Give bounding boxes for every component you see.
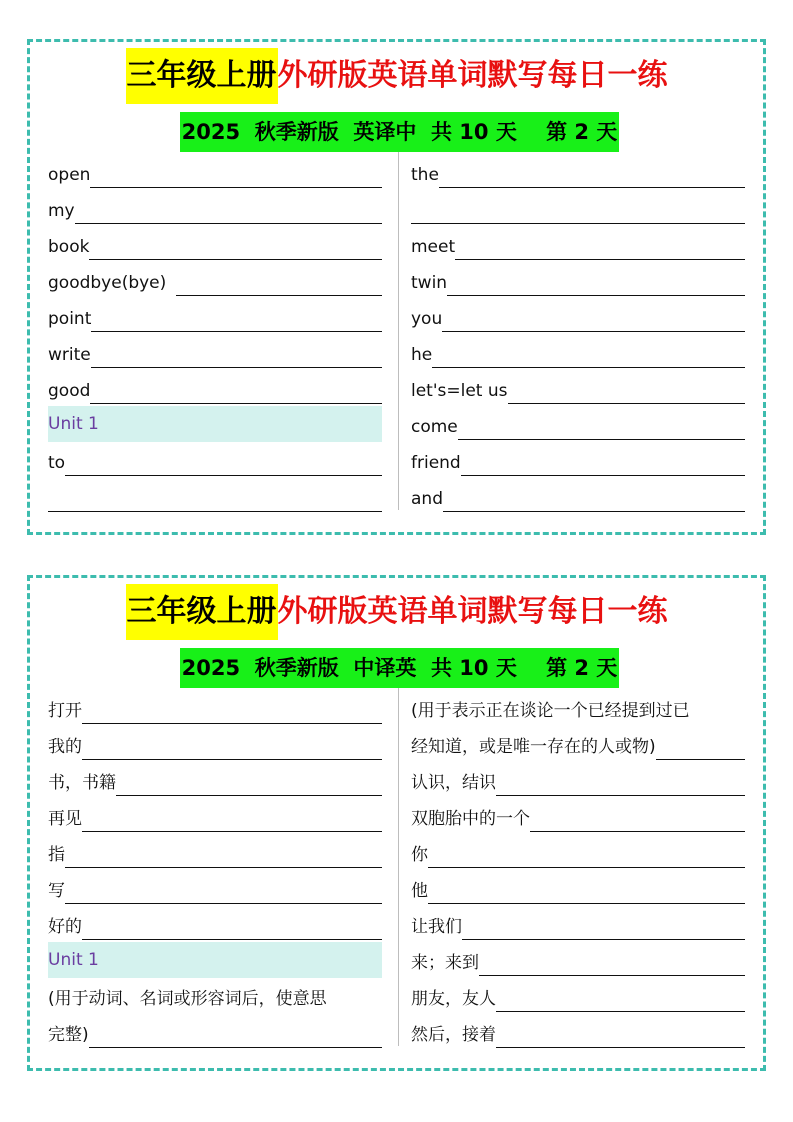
word-row — [48, 190, 382, 226]
word-label: 认识，结识 — [411, 773, 496, 793]
answer-line[interactable] — [428, 902, 745, 904]
word-row — [411, 834, 745, 870]
answer-line[interactable] — [90, 402, 382, 404]
answer-line[interactable] — [530, 830, 745, 832]
word-label: 打开 — [48, 701, 82, 721]
word-label: goodbye(bye) — [48, 273, 167, 293]
word-label: 再见 — [48, 809, 82, 829]
answer-line[interactable] — [82, 722, 382, 724]
word-row — [411, 226, 745, 262]
word-label: to — [48, 453, 66, 473]
answer-line[interactable] — [82, 830, 382, 832]
word-label: 双胞胎中的一个 — [411, 809, 530, 829]
word-label: and — [411, 489, 443, 509]
word-row — [411, 942, 745, 978]
answer-line[interactable] — [82, 938, 382, 940]
word-label: twin — [411, 273, 448, 293]
answer-line[interactable] — [411, 222, 745, 224]
answer-line[interactable] — [442, 330, 745, 332]
left-column — [48, 154, 382, 514]
word-label: 让我们 — [411, 917, 462, 937]
answer-line[interactable] — [479, 974, 745, 976]
answer-line[interactable] — [91, 366, 382, 368]
word-label: meet — [411, 237, 456, 257]
word-row — [48, 370, 382, 406]
word-row — [48, 798, 382, 834]
answer-line[interactable] — [75, 222, 382, 224]
answer-line[interactable] — [508, 402, 745, 404]
word-row — [411, 154, 745, 190]
answer-line[interactable] — [461, 474, 745, 476]
title-main: 外研版英语单词默写每日一练 — [277, 58, 668, 93]
word-row — [48, 1014, 382, 1050]
word-row — [411, 1014, 745, 1050]
answer-line[interactable] — [82, 758, 382, 760]
word-label: 我的 — [48, 737, 82, 757]
definition-text-row — [48, 978, 382, 1014]
word-row — [411, 478, 745, 514]
answer-line[interactable] — [48, 510, 382, 512]
word-label: 完整) — [48, 1025, 89, 1045]
word-row — [411, 190, 745, 226]
word-label: you — [411, 309, 443, 329]
word-label: let's=let us — [411, 381, 508, 401]
unit-header — [48, 942, 382, 978]
column-divider — [398, 688, 399, 1046]
word-label: he — [411, 345, 433, 365]
definition-text-row — [411, 690, 745, 726]
unit-label: Unit 1 — [48, 414, 99, 434]
word-row — [48, 870, 382, 906]
answer-line[interactable] — [496, 1046, 745, 1048]
word-row — [48, 442, 382, 478]
word-label: 好的 — [48, 917, 82, 937]
word-row — [411, 334, 745, 370]
word-label: write — [48, 345, 91, 365]
answer-line[interactable] — [447, 294, 745, 296]
word-row — [48, 906, 382, 942]
answer-line[interactable] — [455, 258, 745, 260]
word-row — [48, 334, 382, 370]
left-column — [48, 690, 382, 1050]
worksheet-subtitle: 2025 秋季新版 中译英 共 10 天 第 2 天 — [180, 648, 619, 688]
title-grade-highlight: 三年级上册 — [126, 584, 278, 640]
right-column — [411, 690, 745, 1050]
definition-text: (用于表示正在谈论一个已经提到过已 — [411, 701, 690, 721]
word-row — [411, 798, 745, 834]
word-label: come — [411, 417, 458, 437]
answer-line[interactable] — [458, 438, 745, 440]
word-row — [48, 154, 382, 190]
word-label: 他 — [411, 881, 428, 901]
worksheet-cn-to-en — [27, 575, 766, 1071]
word-label: 朋友，友人 — [411, 989, 496, 1009]
answer-line[interactable] — [65, 902, 382, 904]
answer-line[interactable] — [91, 330, 382, 332]
column-divider — [398, 152, 399, 510]
word-row — [411, 762, 745, 798]
definition-text: (用于动词、名词或形容词后，使意思 — [48, 989, 327, 1009]
answer-line[interactable] — [176, 294, 382, 296]
right-column — [411, 154, 745, 514]
word-label: 书，书籍 — [48, 773, 116, 793]
word-label: 指 — [48, 845, 65, 865]
word-label: open — [48, 165, 91, 185]
answer-line[interactable] — [656, 758, 745, 760]
answer-line[interactable] — [496, 794, 745, 796]
answer-line[interactable] — [428, 866, 745, 868]
answer-line[interactable] — [89, 1046, 382, 1048]
answer-line[interactable] — [439, 186, 745, 188]
word-row — [48, 226, 382, 262]
word-row — [411, 726, 745, 762]
worksheet-subtitle: 2025 秋季新版 英译中 共 10 天 第 2 天 — [180, 112, 619, 152]
answer-line[interactable] — [65, 474, 382, 476]
word-row — [48, 262, 382, 298]
word-row — [48, 478, 382, 514]
word-row — [411, 442, 745, 478]
word-label: my — [48, 201, 75, 221]
word-label: good — [48, 381, 91, 401]
word-row — [48, 762, 382, 798]
worksheet-title — [30, 584, 763, 640]
answer-line[interactable] — [496, 1010, 745, 1012]
word-row — [411, 906, 745, 942]
word-label: 经知道，或是唯一存在的人或物) — [411, 737, 656, 757]
word-row — [48, 726, 382, 762]
answer-line[interactable] — [65, 866, 382, 868]
answer-line[interactable] — [432, 366, 745, 368]
word-row — [48, 298, 382, 334]
title-main: 外研版英语单词默写每日一练 — [277, 594, 668, 629]
word-label: point — [48, 309, 92, 329]
word-row — [48, 690, 382, 726]
word-row — [411, 262, 745, 298]
title-grade-highlight: 三年级上册 — [126, 48, 278, 104]
word-label: 然后，接着 — [411, 1025, 496, 1045]
unit-header — [48, 406, 382, 442]
answer-line[interactable] — [462, 938, 745, 940]
word-row — [411, 406, 745, 442]
answer-line[interactable] — [90, 186, 382, 188]
word-row — [411, 370, 745, 406]
word-label: 写 — [48, 881, 65, 901]
worksheet-en-to-cn — [27, 39, 766, 535]
word-label: friend — [411, 453, 461, 473]
worksheet-title — [30, 48, 763, 104]
word-label: 来；来到 — [411, 953, 479, 973]
word-label: 你 — [411, 845, 428, 865]
unit-label: Unit 1 — [48, 950, 99, 970]
answer-line[interactable] — [116, 794, 382, 796]
word-row — [411, 978, 745, 1014]
answer-line[interactable] — [443, 510, 745, 512]
word-row — [411, 870, 745, 906]
word-row — [411, 298, 745, 334]
word-label: the — [411, 165, 439, 185]
word-row — [48, 834, 382, 870]
answer-line[interactable] — [89, 258, 382, 260]
word-label: book — [48, 237, 90, 257]
